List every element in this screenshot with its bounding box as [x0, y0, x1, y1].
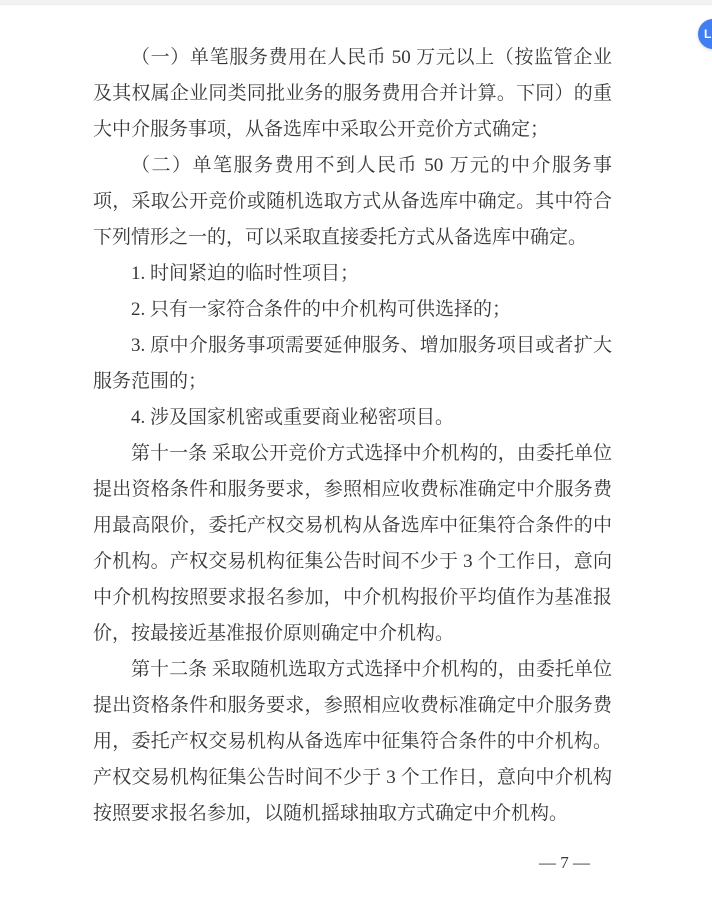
clause-item-1: （一）单笔服务费用在人民币 50 万元以上（按监管企业及其权属企业同类同批业务的服务费用合并计算。下同）的重大中介服务事项，从备选库中采取公开竞价方式确定；	[93, 47, 612, 140]
list-item-3: 3. 原中介服务事项需要延伸服务、增加服务项目或者扩大服务范围的；	[93, 335, 612, 392]
article-12-paragraph: 第十二条 采取随机选取方式选择中介机构的，由委托单位提出资格条件和服务要求，参照相应收费标准确定中介服务费用，委托产权交易机构从备选库中征集符合条件的中介机构。产权交易机构征集公告时间不少于 3 个工作日，意向中介机构按照要求报名参加，以随机摇球抽取方式确定中介机构。	[93, 659, 612, 824]
list-item-4: 4. 涉及国家机密或重要商业秘密项目。	[131, 407, 455, 428]
page-top-edge	[0, 0, 712, 5]
list-item-1: 1. 时间紧迫的临时性项目；	[131, 263, 360, 284]
page-number: — 7 —	[539, 853, 590, 872]
article-11-paragraph: 第十一条 采取公开竞价方式选择中介机构的，由委托单位提出资格条件和服务要求，参照相应收费标准确定中介服务费用最高限价，委托产权交易机构从备选库中征集符合条件的中介机构。产权交易机构征集公告时间不少于 3 个工作日，意向中介机构按照要求报名参加，中介机构报价平均值作为基准报价，按最接近基准报价原则确定中介机构。	[93, 443, 612, 644]
clause-item-2: （二）单笔服务费用不到人民币 50 万元的中介服务事项，采取公开竞价或随机选取方式从备选库中确定。其中符合下列情形之一的，可以采取直接委托方式从备选库中确定。	[93, 155, 612, 248]
document-body	[93, 40, 612, 832]
list-item-2: 2. 只有一家符合条件的中介机构可供选择的；	[131, 299, 512, 320]
floating-widget-button[interactable]	[698, 19, 712, 49]
floating-widget-icon: L	[704, 27, 712, 41]
